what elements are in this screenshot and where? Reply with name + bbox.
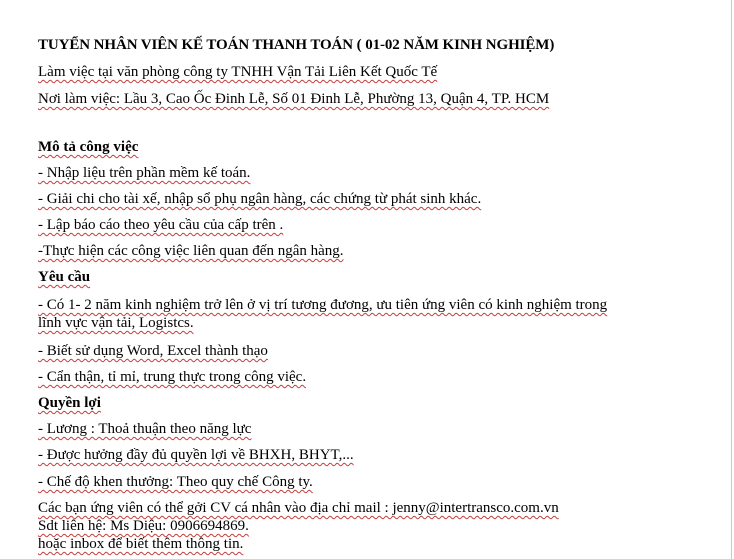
page-edge-divider — [731, 0, 732, 559]
requirement-item: - Cẩn thận, tỉ mỉ, trung thực trong công việc. — [38, 369, 307, 385]
company-line: Làm việc tại văn phòng công ty TNHH Vận Tải Liên Kết Quốc Tế — [38, 64, 438, 80]
benefit-item: - Chế độ khen thưởng: Theo quy chế Công ty. — [38, 474, 313, 490]
requirement-item: - Có 1- 2 năm kinh nghiệm trở lên ở vị trí tương đương, ưu tiên ứng viên có kinh nghiệm trong — [38, 297, 608, 313]
requirement-item: - Biết sử dụng Word, Excel thành thạo — [38, 343, 268, 359]
benefit-item: - Được hưởng đầy đủ quyền lợi về BHXH, BHYT,... — [38, 447, 354, 463]
requirement-item: lĩnh vực vận tải, Logistcs. — [38, 315, 194, 331]
description-item: - Giải chi cho tài xế, nhập sổ phụ ngân hàng, các chứng từ phát sinh khác. — [38, 191, 482, 207]
description-heading: Mô tả công việc — [38, 139, 139, 155]
description-item: - Nhập liệu trên phần mềm kế toán. — [38, 165, 251, 181]
benefit-item: - Lương : Thoả thuận theo năng lực — [38, 421, 252, 437]
job-title: TUYỂN NHÂN VIÊN KẾ TOÁN THANH TOÁN ( 01-02 NĂM KINH NGHIỆM) — [38, 37, 555, 53]
description-item: - Lập báo cáo theo yêu cầu của cấp trên . — [38, 217, 284, 233]
benefits-heading: Quyền lợi — [38, 395, 101, 411]
contact-inbox-line: hoặc inbox để biết thêm thông tin. — [38, 536, 244, 552]
contact-email-line: Các bạn ứng viên có thể gởi CV cá nhân vào địa chỉ mail : jenny@intertransco.com.vn — [38, 500, 559, 516]
description-item: -Thực hiện các công việc liên quan đến ngân hàng. — [38, 243, 344, 259]
location-line: Nơi làm việc: Lầu 3, Cao Ốc Đinh Lễ, Số 01 Đinh Lễ, Phường 13, Quận 4, TP. HCM — [38, 91, 550, 107]
requirements-heading: Yêu cầu — [38, 269, 91, 285]
contact-phone-line: Sdt liên hệ: Ms Diệu: 0906694869. — [38, 518, 249, 534]
